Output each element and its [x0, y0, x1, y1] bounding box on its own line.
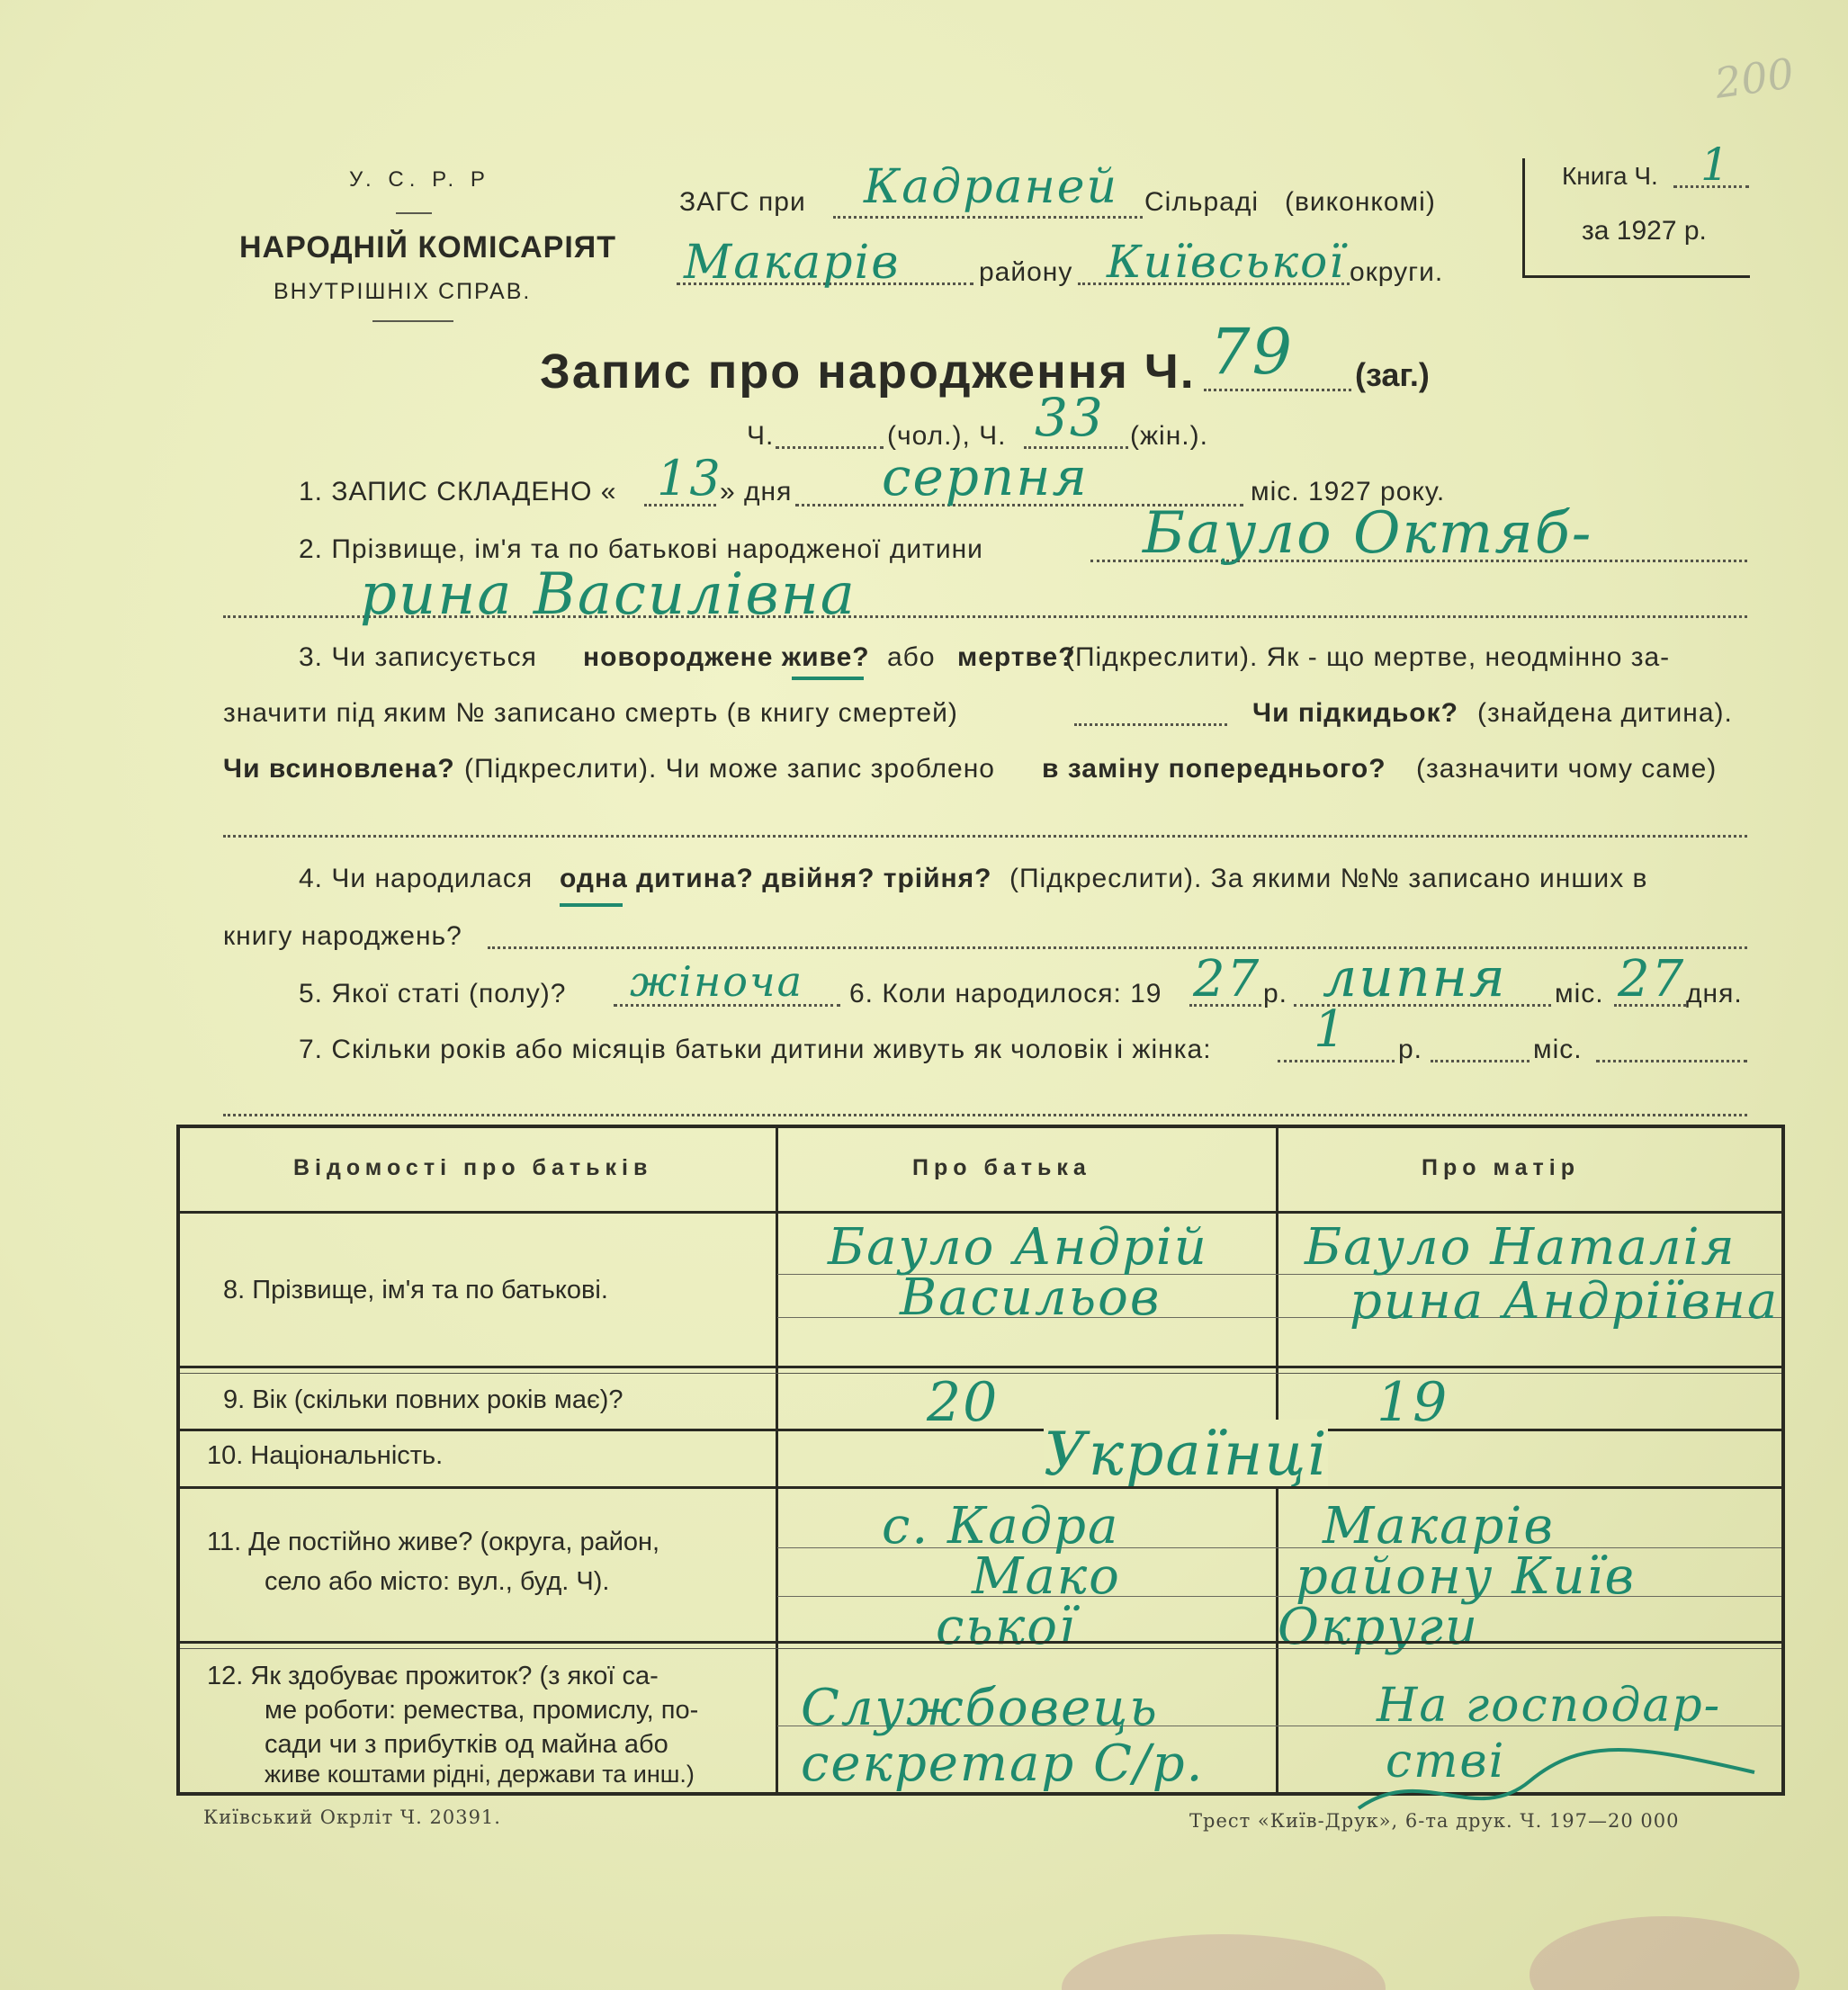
divider [396, 212, 432, 214]
ink-stain [1530, 1916, 1799, 1990]
record-suffix: (заг.) [1355, 356, 1430, 393]
ink-stain [1062, 1934, 1386, 1990]
row-9-label: 9. Вік (скільки повних років має)? [223, 1385, 623, 1414]
field-1-mid: » дня [720, 477, 793, 506]
father-name-line2: Васильов [900, 1268, 1162, 1327]
field-4-instructions: (Підкреслити). За якими №№ записано инших в [1009, 864, 1648, 893]
district-label: району [979, 257, 1073, 287]
field-6-mis: міс. [1555, 979, 1604, 1008]
row-11-bottom [180, 1641, 1781, 1644]
field-3-reason-line [223, 835, 1747, 838]
field-6-year-value: 27 [1193, 950, 1261, 1008]
father-occupation-line1: Службовець [801, 1679, 1159, 1737]
commissariat-title: НАРОДНІЙ КОМІСАРІЯТ [239, 230, 616, 264]
field-3-foundling-note: (знайдена дитина). [1477, 698, 1733, 728]
field-3-line3: (Підкреслити). Чи може запис зроблено [464, 754, 995, 784]
mother-occupation-line1: На господар- [1377, 1679, 1722, 1733]
field-5-label: 5. Якої статі (полу)? [299, 979, 567, 1008]
row-12-label-line3: сади чи з прибутків од майна або [265, 1730, 668, 1759]
signature-mark [1350, 1709, 1763, 1835]
field-7-tail-line [1596, 1060, 1747, 1062]
field-2-value-line1: Бауло Октяб- [1143, 500, 1593, 567]
father-residence-line2: Мако [972, 1547, 1121, 1606]
okrug-label: округи. [1350, 257, 1444, 287]
field-6-label: 6. Коли народилося: 19 [849, 979, 1162, 1008]
row-11-label-line2: село або місто: вул., буд. Ч). [265, 1567, 610, 1596]
row-9-bottom [180, 1429, 1781, 1431]
field-4-label: 4. Чи народилася [299, 864, 534, 893]
field-3-reason: (зазначити чому саме) [1416, 754, 1718, 784]
field-3-or: або [887, 642, 936, 672]
book-year-label: за 1927 р. [1582, 216, 1707, 246]
row-8-bottom [180, 1366, 1781, 1368]
parents-table [176, 1125, 1785, 1796]
field-6-day-value: 27 [1618, 950, 1686, 1008]
table-header-mother: Про матір [1422, 1155, 1580, 1180]
row-10-label: 10. Національність. [207, 1441, 444, 1470]
footer-censor: Київський Окрліт Ч. 20391. [203, 1806, 501, 1828]
field-1-label: 1. ЗАПИС СКЛАДЕНО « [299, 477, 617, 506]
field-3-line2: значити під яким № записано смерть (в книгу смертей) [223, 698, 958, 728]
district-name-value: Макарів [684, 236, 901, 290]
mother-name-line2: рина Андріївна [1350, 1272, 1780, 1331]
field-7-r: р. [1398, 1035, 1423, 1064]
zags-prefix: ЗАГС при [679, 187, 806, 217]
field-4-line2: книгу народжень? [223, 921, 462, 951]
field-6-r: р. [1263, 979, 1288, 1008]
field-7-months-line [1431, 1060, 1530, 1062]
mother-residence-line1: Макарів [1323, 1497, 1555, 1555]
father-name-line1: Бауло Андрій [828, 1218, 1208, 1277]
record-number-value: 79 [1210, 315, 1295, 389]
field-5-value: жіноча [630, 957, 804, 1006]
department-title: ВНУТРІШНІХ СПРАВ. [274, 279, 532, 304]
okrug-name-value: Київської [1107, 236, 1346, 288]
book-number-value: 1 [1700, 139, 1731, 191]
father-age-value: 20 [927, 1371, 1000, 1434]
field-7-line2 [223, 1114, 1747, 1116]
female-count-suffix: (жін.). [1130, 421, 1208, 451]
field-6-month-value: липня [1323, 946, 1507, 1009]
zags-field-line [833, 216, 1143, 219]
male-count-label: Ч. [747, 421, 775, 451]
single-underline [560, 903, 623, 907]
field-3-death-line [1074, 723, 1227, 726]
field-7-years-line [1278, 1060, 1395, 1062]
nationality-value: Українці [1044, 1420, 1329, 1489]
father-occupation-line2: секретар С/р. [801, 1735, 1205, 1793]
field-3-dead: мертве? [957, 642, 1076, 672]
row-10-bottom [180, 1486, 1781, 1489]
mother-name-line1: Бауло Наталія [1305, 1218, 1736, 1277]
table-header-father: Про батька [912, 1155, 1091, 1180]
alive-underline [792, 677, 864, 680]
mother-residence-line3: Округи [1278, 1598, 1480, 1656]
field-7-mis: міс. [1533, 1035, 1583, 1064]
footer-printer: Трест «Київ-Друк», 6-та друк. Ч. 197—20 000 [1189, 1810, 1680, 1832]
council-alt-label: (виконкомі) [1285, 187, 1436, 217]
book-label: Книга Ч. [1562, 162, 1658, 190]
field-1-day-value: 13 [657, 450, 722, 506]
field-1-month-value: серпня [882, 446, 1089, 507]
mother-residence-line2: району Київ [1296, 1547, 1637, 1606]
zags-name-value: Кадраней [864, 160, 1119, 214]
divider [372, 320, 453, 322]
field-3-instructions: (Підкреслити). Як - що мертве, неодмінно за- [1065, 642, 1671, 672]
header-row-line [180, 1211, 1781, 1214]
col-divider-1 [776, 1128, 778, 1792]
father-residence-line1: с. Кадра [882, 1497, 1120, 1555]
republic-label: У. С. Р. Р [349, 167, 490, 192]
field-6-dnia: дня. [1686, 979, 1743, 1008]
field-3-alive: новороджене живе? [583, 642, 870, 672]
corner-note: 200 [1711, 49, 1798, 108]
male-count-line [776, 446, 884, 449]
field-2-value-line2: рина Василівна [360, 561, 857, 628]
male-count-suffix: (чол.), Ч. [887, 421, 1007, 451]
field-4-options: одна дитина? двійня? трійня? [560, 864, 992, 893]
field-3-adopted: Чи всиновлена? [223, 754, 455, 784]
field-3-replacement: в заміну попереднього? [1042, 754, 1386, 784]
row-11-bottom-double [180, 1648, 1781, 1649]
field-7-years-value: 1 [1314, 1000, 1348, 1059]
female-count-value: 33 [1035, 387, 1105, 448]
father-residence-line3: ської [936, 1598, 1077, 1656]
field-1-tail: міс. 1927 року. [1251, 477, 1446, 506]
row-12-label-line1: 12. Як здобуває прожиток? (з якої са- [207, 1662, 659, 1690]
field-3-foundling: Чи підкидьок? [1252, 698, 1458, 728]
row-11-label-line1: 11. Де постійно живе? (округа, район, [207, 1528, 660, 1556]
record-title: Запис про народження Ч. [540, 345, 1196, 399]
field-4-line [488, 946, 1747, 949]
field-2-label: 2. Прізвище, ім'я та по батькові народженої дитини [299, 534, 983, 564]
council-label: Сільраді [1144, 187, 1260, 217]
row-12-label-line4: живе коштами рідні, держави та инш.) [265, 1761, 695, 1788]
field-3-label: 3. Чи записується [299, 642, 537, 672]
mother-age-value: 19 [1377, 1371, 1449, 1434]
row-8-label: 8. Прізвище, ім'я та по батькові. [223, 1276, 608, 1304]
table-header-parents: Відомості про батьків [293, 1155, 653, 1180]
mother-occupation-line2: стві [1386, 1735, 1506, 1788]
field-7-label: 7. Скільки років або місяців батьки дитини живуть як чоловік і жінка: [299, 1035, 1212, 1064]
row-12-label-line2: ме роботи: ремества, промислу, по- [265, 1696, 699, 1725]
record-number-line [1204, 389, 1351, 391]
